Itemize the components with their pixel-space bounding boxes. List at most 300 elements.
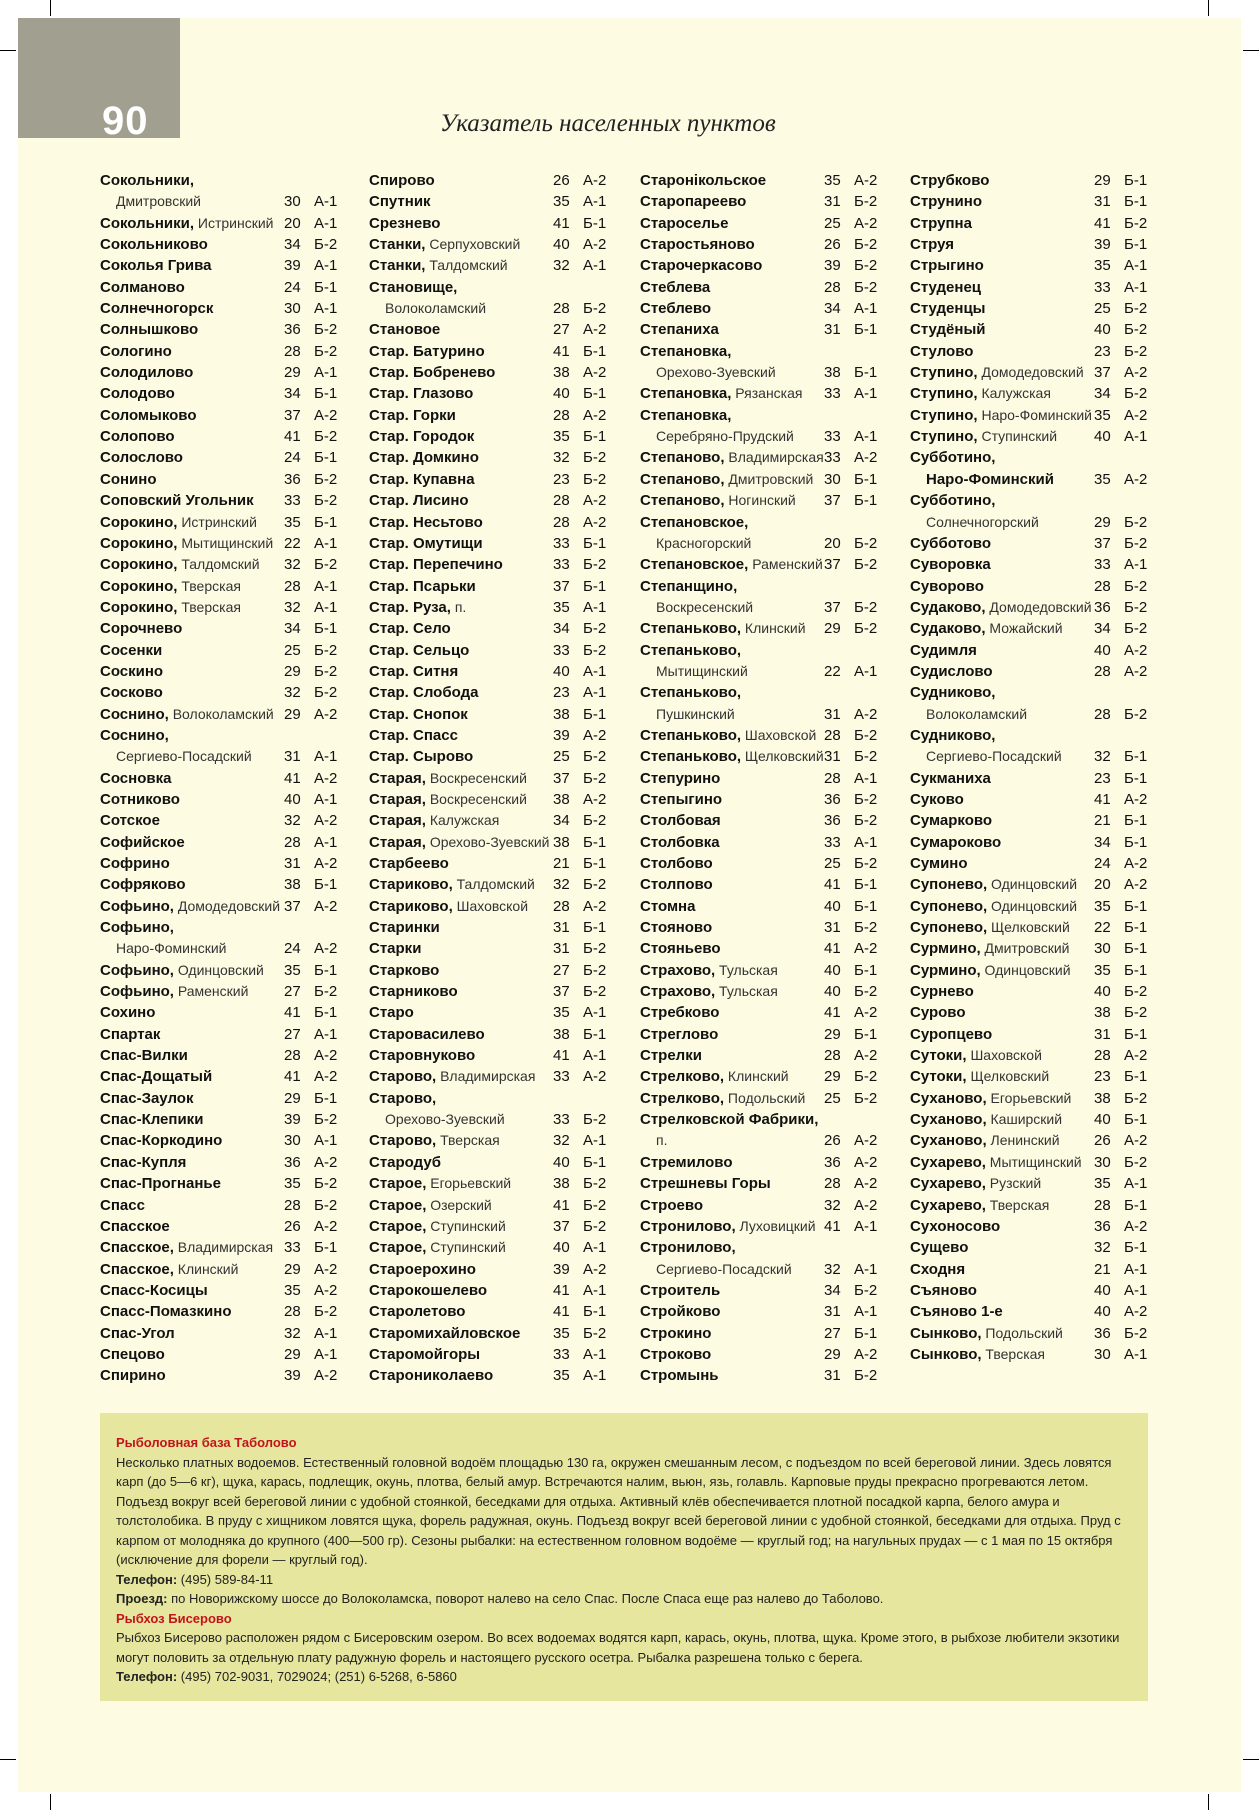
index-entry xyxy=(100,810,338,831)
entry-name xyxy=(100,533,273,554)
entry-square: Б-2 xyxy=(854,257,878,275)
entry-place: Старомойгоры xyxy=(369,1345,481,1363)
index-entry xyxy=(100,512,338,533)
index-entry xyxy=(369,832,607,853)
crop-mark xyxy=(0,50,16,51)
entry-place: Степаньково, xyxy=(640,748,742,766)
entry-page: 41 xyxy=(284,769,301,787)
entry-name xyxy=(369,704,468,725)
entry-name xyxy=(369,746,473,767)
entry-name xyxy=(656,533,751,554)
index-entry xyxy=(369,426,607,447)
entry-name xyxy=(100,597,241,618)
index-entry xyxy=(100,746,338,767)
index-entry xyxy=(640,341,875,362)
index-entry xyxy=(369,896,607,917)
entry-place: Сокольники, xyxy=(100,172,195,189)
entry-qualifier: п. xyxy=(656,1132,668,1149)
entry-place: Сухарево, xyxy=(910,1196,986,1214)
entry-page: 32 xyxy=(284,1324,301,1342)
entry-name xyxy=(910,1259,965,1280)
entry-name xyxy=(656,704,735,725)
entry-place: Сотниково xyxy=(100,790,180,808)
index-entry xyxy=(100,1002,338,1023)
entry-square: Б-1 xyxy=(314,385,338,403)
entry-square: А-1 xyxy=(854,300,878,318)
entry-place: Сурмино, xyxy=(910,940,981,958)
info-heading-biserovo: Рыбхоз Бисерово xyxy=(116,1610,232,1626)
entry-qualifier: Клинский xyxy=(724,1068,789,1085)
entry-page: 28 xyxy=(1094,1196,1111,1214)
entry-square: А-2 xyxy=(583,1068,607,1086)
entry-page: 37 xyxy=(553,983,570,1001)
entry-name xyxy=(910,490,995,511)
entry-name xyxy=(100,789,180,810)
index-entry xyxy=(910,277,1148,298)
index-entry xyxy=(640,319,878,340)
entry-name xyxy=(100,1088,193,1109)
entry-name xyxy=(100,661,163,682)
index-entry xyxy=(640,405,875,426)
entry-name xyxy=(369,1323,520,1344)
index-entry xyxy=(910,1323,1148,1344)
entry-square: А-2 xyxy=(854,214,878,232)
entry-qualifier: Можайский xyxy=(985,620,1063,637)
entry-name xyxy=(369,597,466,618)
index-entry xyxy=(640,277,878,298)
entry-place: Спасское, xyxy=(100,1239,174,1257)
entry-name xyxy=(926,704,1027,725)
entry-qualifier: Тверская xyxy=(985,1196,1050,1213)
entry-square: Б-1 xyxy=(1124,1025,1148,1043)
entry-page: 28 xyxy=(284,1196,301,1214)
entry-place: Степановка, xyxy=(640,385,732,403)
entry-square: Б-2 xyxy=(583,641,607,659)
entry-page: 38 xyxy=(1094,1089,1111,1107)
entry-name xyxy=(926,512,1039,533)
index-column-1 xyxy=(100,170,338,1387)
entry-place: Стронилово, xyxy=(640,1239,736,1257)
entry-qualifier: Домодедовский xyxy=(985,598,1092,615)
entry-square: Б-2 xyxy=(1124,1004,1148,1022)
entry-square: Б-2 xyxy=(583,300,607,318)
entry-square: А-1 xyxy=(1124,1175,1148,1193)
index-entry xyxy=(369,682,607,703)
entry-square: А-1 xyxy=(583,257,607,275)
entry-page: 31 xyxy=(284,855,301,872)
entry-qualifier: Орехово-Зуевский xyxy=(425,833,550,850)
entry-place: Стар. Горки xyxy=(369,406,456,424)
entry-square: Б-2 xyxy=(583,449,607,467)
entry-place: Степыгино xyxy=(640,790,723,808)
index-entry xyxy=(369,1365,607,1386)
entry-page: 34 xyxy=(284,236,301,254)
entry-name xyxy=(926,746,1062,767)
entry-square: Б-2 xyxy=(314,470,338,488)
entry-place: Сущево xyxy=(910,1239,969,1257)
entry-page: 34 xyxy=(824,1281,841,1299)
entry-qualifier: Подольский xyxy=(981,1324,1063,1341)
entry-name xyxy=(100,383,175,404)
entry-name xyxy=(910,981,974,1002)
entry-name xyxy=(640,170,766,191)
index-entry xyxy=(640,704,878,725)
index-entry xyxy=(910,704,1148,725)
index-entry xyxy=(369,512,607,533)
entry-name xyxy=(100,298,213,319)
entry-qualifier: Озерский xyxy=(426,1196,492,1213)
entry-name xyxy=(640,832,720,853)
entry-square: А-1 xyxy=(854,1260,878,1278)
entry-name xyxy=(100,832,185,853)
entry-square: Б-1 xyxy=(583,833,607,851)
entry-square: А-1 xyxy=(1124,278,1148,296)
index-entry xyxy=(910,191,1148,212)
entry-page: 40 xyxy=(1094,321,1111,339)
index-entry xyxy=(369,725,607,746)
index-entry xyxy=(910,874,1148,895)
index-entry xyxy=(369,341,607,362)
index-entry xyxy=(640,1259,878,1280)
index-entry xyxy=(640,1130,878,1151)
index-entry xyxy=(640,298,878,319)
entry-name xyxy=(640,1109,818,1130)
entry-square: Б-1 xyxy=(1124,748,1148,766)
entry-page: 28 xyxy=(824,1047,841,1065)
entry-place: Старокошелево xyxy=(369,1281,488,1299)
entry-square: Б-2 xyxy=(583,1175,607,1193)
entry-square: Б-2 xyxy=(1124,513,1148,531)
index-entry xyxy=(100,447,338,468)
entry-square: Б-2 xyxy=(583,1217,607,1235)
entry-place: Соколья Грива xyxy=(100,257,212,275)
entry-place: Солослово xyxy=(100,449,183,467)
entry-place: Сумароково xyxy=(910,833,1002,851)
entry-name xyxy=(910,383,1051,404)
entry-square: Б-2 xyxy=(583,1111,607,1129)
entry-name xyxy=(640,725,816,746)
index-entry xyxy=(640,1066,878,1087)
entry-name xyxy=(910,213,972,234)
entry-page: 26 xyxy=(553,172,570,189)
index-entry xyxy=(910,1152,1148,1173)
entry-name xyxy=(369,1045,475,1066)
entry-place: Стар. Перепечино xyxy=(369,556,503,574)
entry-place: Ступино, xyxy=(910,364,978,382)
entry-name xyxy=(656,1259,792,1280)
index-entry xyxy=(640,383,878,404)
entry-place: Судаково, xyxy=(910,620,986,638)
index-entry xyxy=(369,618,607,639)
entry-name xyxy=(910,1173,1041,1194)
entry-name xyxy=(640,405,731,426)
entry-place: Степурино xyxy=(640,769,721,787)
entry-name xyxy=(910,768,991,789)
entry-name xyxy=(640,576,737,597)
entry-qualifier: Мытищинский xyxy=(656,662,748,679)
entry-square: Б-2 xyxy=(1124,577,1148,595)
entry-page: 32 xyxy=(824,1196,841,1214)
index-entry xyxy=(910,1088,1148,1109)
entry-square: Б-1 xyxy=(314,961,338,979)
entry-name xyxy=(910,1109,1062,1130)
info-phone-line-1 xyxy=(116,1570,1134,1590)
entry-square: А-1 xyxy=(583,662,607,680)
entry-place: Степаново, xyxy=(640,492,725,510)
entry-name xyxy=(100,1301,232,1322)
entry-square: Б-1 xyxy=(1124,236,1148,254)
entry-place: Спецово xyxy=(100,1345,165,1363)
entry-name xyxy=(640,917,712,938)
entry-name xyxy=(910,1130,1060,1151)
entry-page: 39 xyxy=(284,257,301,275)
entry-square: А-2 xyxy=(1124,406,1148,424)
entry-page: 23 xyxy=(553,684,570,702)
entry-square: Б-2 xyxy=(583,961,607,979)
index-entry xyxy=(910,597,1148,618)
entry-page: 20 xyxy=(1094,876,1111,894)
index-entry xyxy=(640,661,878,682)
entry-place: Стар. Лисино xyxy=(369,492,469,510)
entry-square: А-1 xyxy=(583,684,607,702)
entry-name xyxy=(369,1301,465,1322)
entry-page: 38 xyxy=(553,364,570,382)
entry-page: 29 xyxy=(1094,172,1111,189)
index-entry xyxy=(100,1109,338,1130)
entry-name xyxy=(910,896,1077,917)
index-entry xyxy=(640,362,878,383)
entry-page: 34 xyxy=(1094,385,1111,403)
entry-name xyxy=(100,213,274,234)
entry-square: Б-1 xyxy=(314,278,338,296)
index-entry xyxy=(910,768,1148,789)
entry-page: 28 xyxy=(284,577,301,595)
entry-name xyxy=(100,1045,188,1066)
entry-page: 21 xyxy=(1094,812,1111,830)
entry-place: Старбеево xyxy=(369,855,449,872)
entry-name xyxy=(100,896,280,917)
entry-page: 35 xyxy=(1094,406,1111,424)
entry-place: Степаньково, xyxy=(640,684,742,702)
entry-square: Б-1 xyxy=(583,214,607,232)
entry-place: Суворово xyxy=(910,577,984,595)
entry-name xyxy=(656,362,776,383)
entry-place: Сумарково xyxy=(910,812,993,830)
entry-square: Б-2 xyxy=(314,1111,338,1129)
entry-name xyxy=(100,1344,165,1365)
entry-page: 29 xyxy=(1094,513,1111,531)
entry-page: 29 xyxy=(824,1345,841,1363)
entry-page: 30 xyxy=(284,193,301,211)
index-entry xyxy=(100,533,338,554)
entry-page: 39 xyxy=(553,726,570,744)
entry-place: Стар. Снопок xyxy=(369,705,468,723)
entry-page: 35 xyxy=(553,598,570,616)
index-entry xyxy=(910,1045,1148,1066)
entry-page: 38 xyxy=(553,790,570,808)
index-entry xyxy=(369,704,607,725)
index-entry xyxy=(910,1301,1148,1322)
entry-square: А-1 xyxy=(583,1367,607,1385)
entry-name xyxy=(100,319,198,340)
index-entry xyxy=(640,597,878,618)
entry-page: 25 xyxy=(824,855,841,872)
index-entry xyxy=(910,1216,1148,1237)
entry-square: Б-2 xyxy=(854,983,878,1001)
entry-qualifier: Талдомский xyxy=(425,257,508,274)
index-entry xyxy=(100,1365,338,1386)
entry-place: Стрыгино xyxy=(910,257,984,275)
entry-qualifier: Щелковский xyxy=(966,1068,1050,1085)
index-entry xyxy=(369,319,607,340)
index-entry xyxy=(100,1195,338,1216)
entry-square: А-1 xyxy=(314,214,338,232)
entry-place: Строково xyxy=(640,1345,712,1363)
entry-place: Старомихайловское xyxy=(369,1324,521,1342)
entry-name xyxy=(369,917,440,938)
entry-page: 41 xyxy=(553,214,570,232)
entry-name xyxy=(385,1109,505,1130)
index-entry xyxy=(100,1130,338,1151)
entry-place: Солодово xyxy=(100,385,175,403)
index-entry xyxy=(100,383,338,404)
entry-page: 40 xyxy=(553,1153,570,1171)
index-entry xyxy=(640,1237,875,1258)
entry-page: 31 xyxy=(824,705,841,723)
entry-name xyxy=(640,640,741,661)
entry-qualifier: Одинцовский xyxy=(980,961,1071,978)
entry-name xyxy=(910,810,992,831)
entry-place: Сынково, xyxy=(910,1324,982,1342)
entry-place: Сосенки xyxy=(100,641,163,659)
entry-square: Б-2 xyxy=(1124,1153,1148,1171)
index-entry xyxy=(910,1002,1148,1023)
entry-page: 31 xyxy=(284,748,301,766)
entry-page: 37 xyxy=(1094,364,1111,382)
index-entry xyxy=(100,832,338,853)
entry-page: 30 xyxy=(824,470,841,488)
index-entry xyxy=(100,618,338,639)
entry-qualifier: Серпуховский xyxy=(425,236,521,253)
entry-name xyxy=(640,469,813,490)
entry-square: Б-2 xyxy=(314,492,338,510)
entry-name xyxy=(910,682,995,703)
index-entry xyxy=(100,341,338,362)
entry-place: Сходня xyxy=(910,1260,966,1278)
entry-name xyxy=(640,1216,816,1237)
entry-square: Б-1 xyxy=(1124,1196,1148,1214)
index-entry xyxy=(369,597,607,618)
entry-square: А-2 xyxy=(314,1217,338,1235)
entry-name xyxy=(910,917,1070,938)
entry-square: Б-1 xyxy=(1124,1068,1148,1086)
phone-label: Телефон: xyxy=(116,1669,178,1684)
entry-square: А-1 xyxy=(854,1217,878,1235)
entry-name xyxy=(910,554,991,575)
entry-square: Б-2 xyxy=(854,748,878,766)
entry-name xyxy=(100,640,162,661)
index-entry xyxy=(640,810,878,831)
entry-name xyxy=(100,704,274,725)
entry-name xyxy=(369,618,451,639)
index-entry xyxy=(100,362,338,383)
entry-qualifier: Раменский xyxy=(748,556,823,573)
index-entry xyxy=(910,554,1148,575)
entry-page: 41 xyxy=(553,1047,570,1065)
index-entry xyxy=(369,405,607,426)
index-entry xyxy=(640,1323,878,1344)
entry-square: Б-2 xyxy=(854,1068,878,1086)
index-column-4 xyxy=(910,170,1148,1365)
entry-qualifier: Ногинский xyxy=(724,492,796,509)
index-entry xyxy=(640,213,878,234)
entry-square: Б-2 xyxy=(583,556,607,574)
entry-square: А-2 xyxy=(854,1175,878,1193)
entry-page: 32 xyxy=(284,684,301,702)
entry-square: А-1 xyxy=(1124,428,1148,446)
entry-name xyxy=(100,981,248,1002)
entry-qualifier: Мытищинский xyxy=(985,1153,1082,1170)
entry-square: А-1 xyxy=(314,577,338,595)
entry-page: 25 xyxy=(1094,300,1111,318)
entry-place: Стронилово, xyxy=(640,1217,736,1235)
entry-page: 37 xyxy=(284,406,301,424)
entry-square: А-2 xyxy=(854,1196,878,1214)
entry-page: 35 xyxy=(284,513,301,531)
entry-square: Б-2 xyxy=(1124,342,1148,360)
entry-name xyxy=(369,170,435,191)
entry-place: Спас-Заулок xyxy=(100,1089,194,1107)
index-entry xyxy=(910,661,1148,682)
entry-square: Б-1 xyxy=(583,577,607,595)
entry-square: А-2 xyxy=(1124,364,1148,382)
entry-qualifier: Рязанская xyxy=(731,385,803,402)
entry-square: А-1 xyxy=(314,1324,338,1342)
entry-name xyxy=(640,896,695,917)
entry-square: А-1 xyxy=(314,257,338,275)
entry-page: 33 xyxy=(824,385,841,403)
entry-page: 39 xyxy=(824,257,841,275)
index-entry xyxy=(369,234,607,255)
index-entry xyxy=(369,661,607,682)
entry-page: 40 xyxy=(1094,1281,1111,1299)
index-entry xyxy=(369,960,607,981)
entry-place: Солнышково xyxy=(100,321,199,339)
entry-qualifier: Тверская xyxy=(177,598,241,615)
index-entry xyxy=(100,490,338,511)
entry-square: Б-2 xyxy=(314,556,338,574)
entry-place: Спас-Коркодино xyxy=(100,1132,223,1150)
entry-place: Сорокино, xyxy=(100,534,178,552)
entry-page: 31 xyxy=(824,919,841,937)
entry-place: Степаньково, xyxy=(640,726,742,744)
entry-qualifier: Луховицкий xyxy=(735,1217,816,1234)
entry-page: 31 xyxy=(1094,193,1111,211)
entry-square: А-1 xyxy=(854,662,878,680)
entry-page: 36 xyxy=(284,470,301,488)
entry-page: 27 xyxy=(284,983,301,1001)
entry-square: А-2 xyxy=(1124,855,1148,872)
entry-square: Б-2 xyxy=(854,1367,878,1385)
index-entry xyxy=(640,469,878,490)
entry-square: Б-1 xyxy=(854,321,878,339)
entry-qualifier: Шаховской xyxy=(966,1047,1042,1064)
index-entry xyxy=(910,469,1148,490)
entry-qualifier: Сергиево-Посадский xyxy=(116,748,252,765)
running-title: Указатель населенных пунктов xyxy=(440,110,776,137)
entry-page: 32 xyxy=(284,598,301,616)
entry-square: Б-2 xyxy=(1124,598,1148,616)
